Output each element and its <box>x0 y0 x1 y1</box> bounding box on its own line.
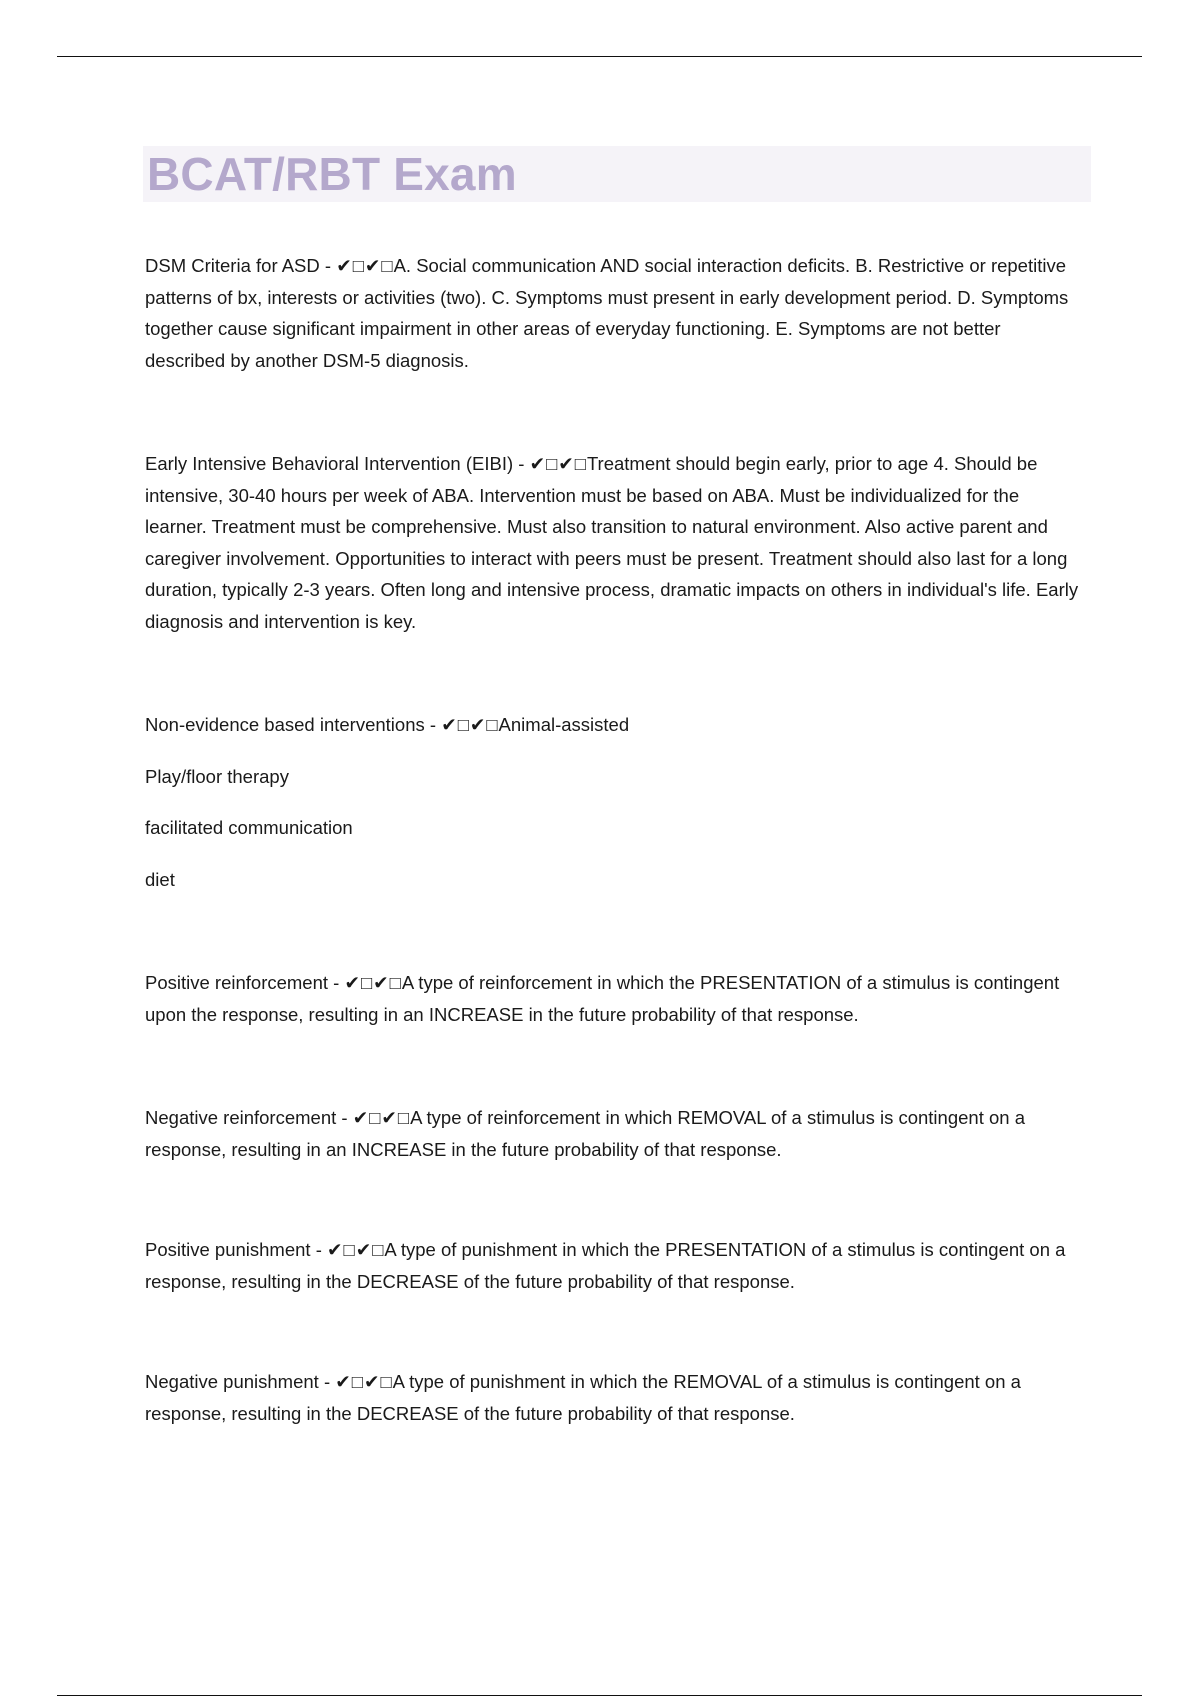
header-rule <box>57 56 1142 57</box>
entry-negative-reinforcement <box>145 1102 1085 1165</box>
checkmark-icon: ✔□✔□ <box>529 453 587 474</box>
list-item: facilitated communication <box>145 817 353 838</box>
checkmark-icon: ✔□✔□ <box>335 1371 393 1392</box>
entry-term: Negative reinforcement <box>145 1107 337 1128</box>
entry-definition: A type of reinforcement in which REMOVAL of a stimulus is contingent on a response, resulting in an INCREASE in the future probability of that response. <box>145 1107 1025 1160</box>
entry-definition: Treatment should begin early, prior to age 4. Should be intensive, 30-40 hours per week of ABA. Intervention must be based on ABA. Must be individualized for the learner. Treatment must be comprehensive. Must also transition to natural environment. Also active parent and caregiver involvement. Opportunities to interact with peers must be present. Treatment should also last for a long duration, typically 2-3 years. Often long and intensive process, dramatic impacts on others in individual's life. Early diagnosis and intervention is key. <box>145 453 1079 632</box>
term-separator: - <box>513 453 530 474</box>
entry-term: DSM Criteria for ASD <box>145 255 320 276</box>
entry-positive-reinforcement <box>145 967 1085 1030</box>
entry-term: Negative punishment <box>145 1371 319 1392</box>
term-separator: - <box>318 1371 336 1392</box>
document-body <box>145 250 1085 1501</box>
list-item: Play/floor therapy <box>145 765 289 787</box>
page-title: BCAT/RBT Exam <box>147 148 517 200</box>
entry-definition: A. Social communication AND social interaction deficits. B. Restrictive or repetitive patterns of bx, interests or activities (two). C. Symptoms must present in early development period. D. Symptoms together cause significant impairment in other areas of everyday functioning. E. Symptoms are not better described by another DSM-5 diagnosis. <box>145 255 1069 371</box>
footer-rule <box>57 1695 1142 1696</box>
title-band <box>143 146 1091 202</box>
checkmark-icon: ✔□✔□ <box>327 1239 385 1260</box>
entry-term: Positive punishment <box>145 1239 311 1260</box>
entry-definition: A type of punishment in which the PRESENTATION of a stimulus is contingent on a response, resulting in the DECREASE of the future probability of that response. <box>145 1239 1066 1292</box>
checkmark-icon: ✔□✔□ <box>344 972 402 993</box>
entry-definition: A type of punishment in which the REMOVAL of a stimulus is contingent on a response, resulting in the DECREASE of the future probability of that response. <box>145 1371 1021 1424</box>
term-separator: - <box>328 972 345 993</box>
entry-definition: Animal-assisted <box>498 714 630 735</box>
entry-term: Early Intensive Behavioral Intervention (EIBI) <box>145 453 514 474</box>
entry-negative-punishment <box>145 1366 1085 1429</box>
term-separator: - <box>319 255 337 276</box>
term-separator: - <box>310 1239 328 1260</box>
entry-positive-punishment <box>145 1234 1085 1297</box>
list-item: diet <box>145 868 175 890</box>
checkmark-icon: ✔□✔□ <box>352 1107 411 1128</box>
term-separator: - <box>424 714 442 735</box>
entry-dsm-criteria <box>145 250 1085 376</box>
entry-non-evidence-based <box>145 709 1085 741</box>
term-separator: - <box>336 1107 353 1128</box>
entry-term: Non-evidence based interventions <box>145 714 425 735</box>
entry-eibi <box>145 448 1085 637</box>
checkmark-icon: ✔□✔□ <box>336 255 394 276</box>
checkmark-icon: ✔□✔□ <box>441 714 499 735</box>
entry-term: Positive reinforcement <box>145 972 329 993</box>
entry-definition: A type of reinforcement in which the PRESENTATION of a stimulus is contingent upon the response, resulting in an INCREASE in the future probability of that response. <box>145 972 1060 1025</box>
